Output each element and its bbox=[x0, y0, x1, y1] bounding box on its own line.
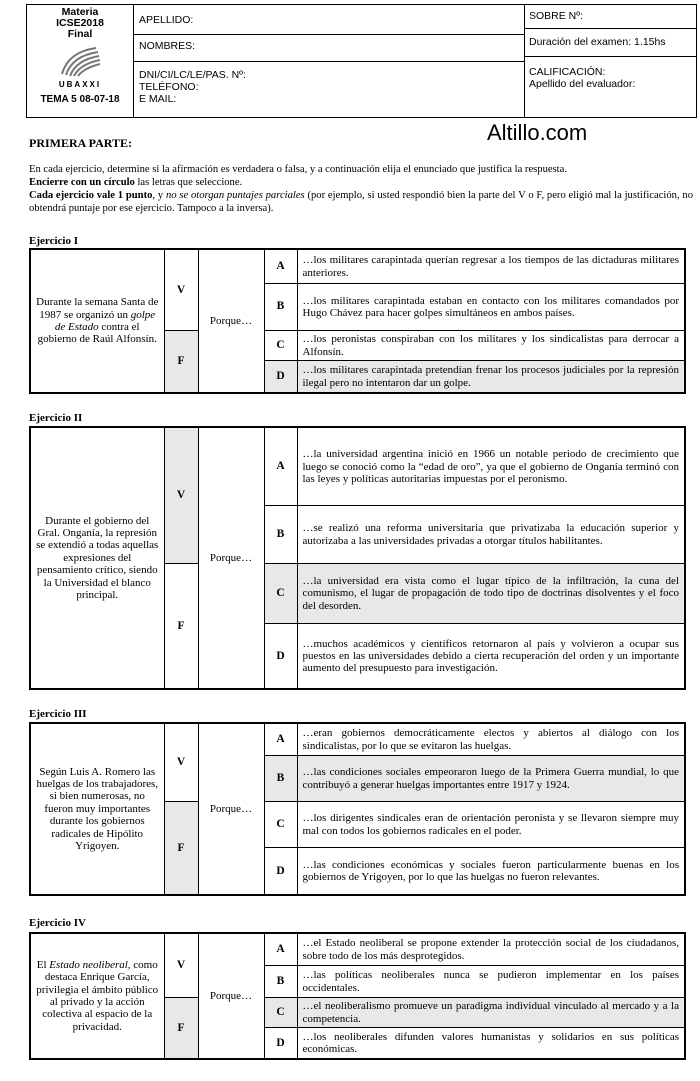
option-letter[interactable]: A bbox=[264, 427, 297, 505]
exam-header bbox=[26, 4, 697, 118]
true-option[interactable]: V bbox=[164, 427, 198, 563]
porque-label: Porque… bbox=[198, 723, 264, 895]
header-divider bbox=[134, 61, 524, 62]
option-text: …la universidad era vista como el lugar típico de la infiltración, la cuna del comunismo, el lugar de propagación de todo tipo de doctrinas disolventes y el foco del desorden. bbox=[297, 563, 685, 623]
instructions-line: las letras que seleccione. bbox=[134, 177, 243, 188]
option-text: …las condiciones sociales empeoraron luego de la Primera Guerra mundial, lo que contribuyó a generar huelgas importantes entre 1917 y 1924. bbox=[297, 755, 685, 801]
calificacion-field: CALIFICACIÓN: bbox=[529, 66, 606, 78]
materia-label: Materia bbox=[61, 6, 99, 18]
evaluador-field: Apellido del evaluador: bbox=[529, 78, 636, 90]
header-divider bbox=[524, 28, 696, 29]
option-letter[interactable]: B bbox=[264, 755, 297, 801]
option-letter[interactable]: A bbox=[264, 933, 297, 965]
tema-label: TEMA 5 08-07-18 bbox=[40, 94, 120, 105]
false-option[interactable]: F bbox=[164, 997, 198, 1059]
option-text: …los neoliberales difunden valores humanistas y solidarios en sus políticas económicas. bbox=[297, 1027, 685, 1059]
false-option[interactable]: F bbox=[164, 801, 198, 895]
part-title: PRIMERA PARTE: bbox=[29, 136, 133, 150]
option-letter[interactable]: D bbox=[264, 1027, 297, 1059]
exercise-table bbox=[29, 426, 686, 690]
option-letter[interactable]: C bbox=[264, 330, 297, 360]
exercise-table bbox=[29, 932, 686, 1060]
option-text: …eran gobiernos democráticamente electos y abiertos al diálogo con los sindicalistas, por lo que se evitaron las huelgas. bbox=[297, 723, 685, 755]
instructions bbox=[29, 163, 693, 215]
option-letter[interactable]: D bbox=[264, 623, 297, 689]
dni-field[interactable]: DNI/CI/LC/LE/PAS. Nº: bbox=[139, 69, 246, 81]
duracion-label: Duración del examen: 1.15hs bbox=[529, 36, 666, 48]
true-option[interactable]: V bbox=[164, 723, 198, 801]
true-option[interactable]: V bbox=[164, 933, 198, 997]
exam-type: Final bbox=[67, 28, 93, 40]
instructions-bold: Encierre con un círculo bbox=[29, 177, 135, 188]
option-row bbox=[30, 427, 685, 505]
instructions-bold: Cada ejercicio vale 1 punto bbox=[29, 190, 153, 201]
false-option[interactable]: F bbox=[164, 330, 198, 393]
sobre-field[interactable]: SOBRE Nº: bbox=[529, 10, 584, 22]
telefono-field[interactable]: TELÉFONO: bbox=[139, 81, 199, 93]
logo-text: UBAXXI bbox=[58, 80, 102, 89]
exercise-table bbox=[29, 722, 686, 896]
option-text: …los militares carapintada querían regresar a los tiempos de las dictaduras militares anteriores. bbox=[297, 249, 685, 283]
header-divider bbox=[134, 34, 524, 35]
exercise-statement: Según Luis A. Romero las huelgas de los trabajadores, si bien numerosas, no fueron muy importantes durante los gobiernos radicales de Hipólito Yrigoyen. bbox=[30, 723, 164, 895]
option-text: …las políticas neoliberales nunca se pudieron implementar en los países occidentales. bbox=[297, 965, 685, 997]
option-text: …las condiciones económicas y sociales fueron particularmente buenas en los gobiernos de Yrigoyen, por lo que las huelgas no fueron relevantes. bbox=[297, 847, 685, 895]
exercise-title: Ejercicio I bbox=[29, 235, 78, 247]
exercise-table bbox=[29, 248, 686, 394]
materia-value: ICSE2018 bbox=[56, 17, 104, 29]
option-letter[interactable]: A bbox=[264, 249, 297, 283]
porque-label: Porque… bbox=[198, 249, 264, 393]
option-letter[interactable]: C bbox=[264, 563, 297, 623]
apellido-field[interactable]: APELLIDO: bbox=[139, 14, 194, 26]
exercise-statement: Durante el gobierno del Gral. Onganía, la represión se extendió a todas aquellas expresiones del pensamiento crítico, siendo la Universidad el blanco principal. bbox=[30, 427, 164, 689]
ubaxxi-logo-icon bbox=[58, 44, 102, 78]
option-text: …muchos académicos y científicos retornaron al país y volvieron a ocupar sus puestos en las universidades debido a cierta recuperación del orden y un importante aumento del presupuesto para investigación. bbox=[297, 623, 685, 689]
exercise-title: Ejercicio III bbox=[29, 708, 87, 720]
option-text: …se realizó una reforma universitaria que privatizaba la educación superior y autorizaba a las universidades privadas a otorgar títulos habilitantes. bbox=[297, 505, 685, 563]
option-text: …los militares carapintada pretendían frenar los procesos judiciales por la represión ilegal pero no intentaron dar un golpe. bbox=[297, 360, 685, 393]
option-row bbox=[30, 723, 685, 755]
porque-label: Porque… bbox=[198, 933, 264, 1059]
porque-label: Porque… bbox=[198, 427, 264, 689]
header-divider bbox=[524, 5, 525, 117]
option-text: …los militares carapintada estaban en contacto con los militares comandados por Hugo Chávez para hacer golpes simultáneos en ambos países. bbox=[297, 283, 685, 330]
option-letter[interactable]: D bbox=[264, 360, 297, 393]
subject-cell bbox=[27, 5, 134, 117]
option-text: …los peronistas conspiraban con los militares y los sindicalistas para derrocar a Alfonsín. bbox=[297, 330, 685, 360]
exercise-statement: El Estado neoliberal, como destaca Enrique García, privilegia el ámbito público al privado y la acción colectiva al espacio de la privacidad. bbox=[30, 933, 164, 1059]
true-option[interactable]: V bbox=[164, 249, 198, 330]
option-letter[interactable]: C bbox=[264, 801, 297, 847]
option-letter[interactable]: B bbox=[264, 283, 297, 330]
option-text: …los dirigentes sindicales eran de orientación peronista y se llevaron siempre muy mal con todos los gobiernos radicales en el poder. bbox=[297, 801, 685, 847]
option-text: …el Estado neoliberal se propone extender la protección social de los ciudadanos, sobre todo de los más desprotegidos. bbox=[297, 933, 685, 965]
option-letter[interactable]: D bbox=[264, 847, 297, 895]
option-row bbox=[30, 933, 685, 965]
option-row bbox=[30, 249, 685, 283]
instructions-line: , y bbox=[152, 190, 166, 201]
option-letter[interactable]: B bbox=[264, 505, 297, 563]
option-text: …la universidad argentina inició en 1966 un notable periodo de crecimiento que luego se conoció como la “edad de oro”, ya que el gobierno de Onganía terminó con las leyes y políticas autoritarias impuestas por el peronismo. bbox=[297, 427, 685, 505]
option-letter[interactable]: B bbox=[264, 965, 297, 997]
option-text: …el neoliberalismo promueve un paradigma individual vinculado al mercado y a la competencia. bbox=[297, 997, 685, 1027]
option-letter[interactable]: C bbox=[264, 997, 297, 1027]
false-option[interactable]: F bbox=[164, 563, 198, 689]
instructions-italic: no se otorgan puntajes parciales bbox=[165, 190, 305, 201]
watermark-text: Altillo.com bbox=[487, 120, 588, 145]
email-field[interactable]: E MAIL: bbox=[139, 93, 177, 105]
nombres-field[interactable]: NOMBRES: bbox=[139, 40, 196, 52]
instructions-line: (por ejemplo, si usted respondió bien la parte del V o F, pero eligió mal la justificación, no obtendrá puntaje por ese ejercicio. Tampoco a la inversa). bbox=[29, 190, 693, 214]
exercise-statement: Durante la semana Santa de 1987 se organizó un golpe de Estado contra el gobierno de Raúl Alfonsín. bbox=[30, 249, 164, 393]
exercise-title: Ejercicio II bbox=[29, 412, 83, 424]
option-letter[interactable]: A bbox=[264, 723, 297, 755]
exercise-title: Ejercicio IV bbox=[29, 917, 86, 929]
instructions-line: En cada ejercicio, determine si la afirmación es verdadera o falsa, y a continuación elija el enunciado que justifica la respuesta. bbox=[29, 164, 567, 175]
header-divider bbox=[524, 56, 696, 57]
